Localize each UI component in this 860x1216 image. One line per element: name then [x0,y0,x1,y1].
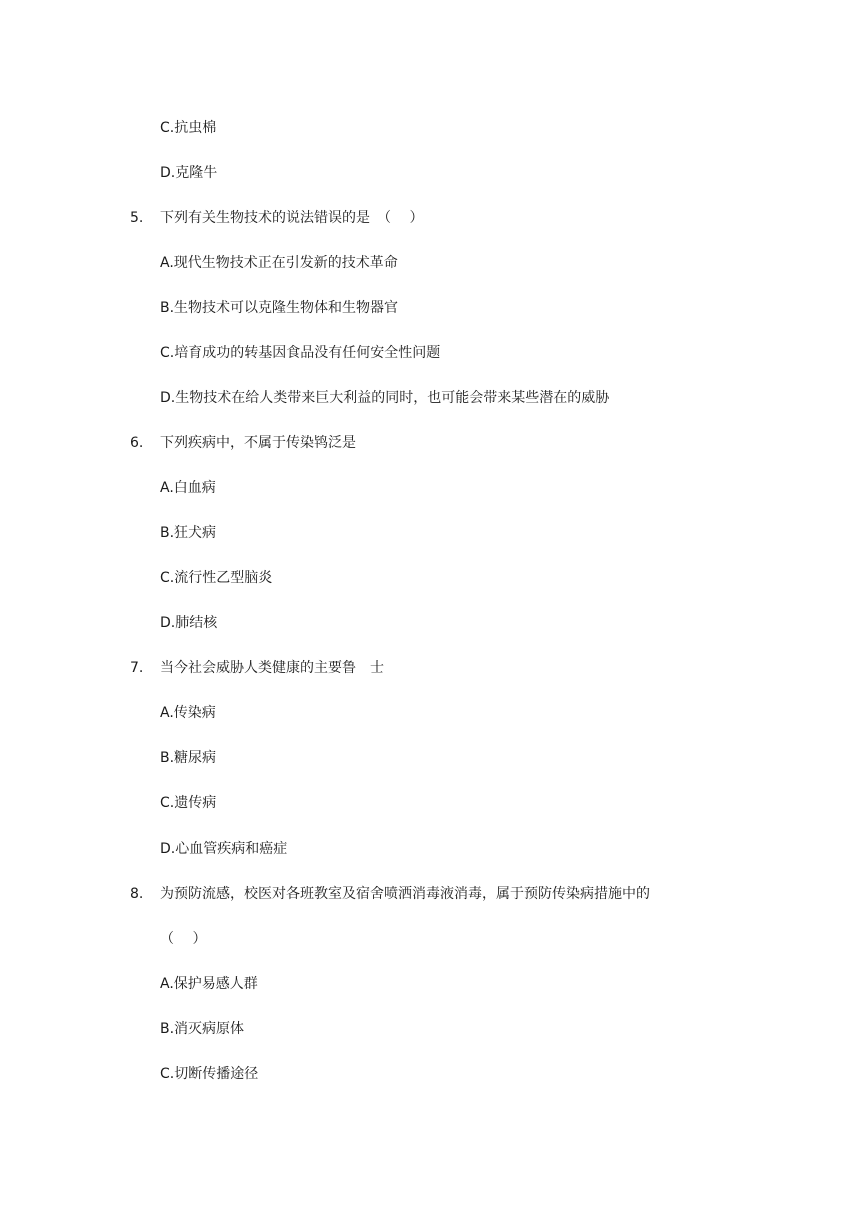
question-number: 6. [130,435,144,451]
option-text: D.生物技术在给人类带来巨大利益的同时，也可能会带来某些潜在的威胁 [160,390,610,406]
option-text: C.抗虫棉 [160,120,217,136]
option-text: A.传染病 [160,705,216,721]
answer-paren: （ ） [160,931,207,947]
question-number: 5. [130,210,144,226]
option-text: D.心血管疾病和癌症 [160,841,288,857]
option-text: B.消灭病原体 [160,1021,245,1037]
option-text: D.肺结核 [160,615,218,631]
option-text: C.遗传病 [160,795,217,811]
question-number: 8. [130,886,144,902]
option-text: C.培育成功的转基因食品没有任何安全性问题 [160,345,441,361]
option-text: B.狂犬病 [160,525,217,541]
question-text: 下列疾病中，不属于传染鸨泛是 [160,435,356,451]
question-number: 7. [130,660,144,676]
question-text: 下列有关生物技术的说法错误的是 （ ） [160,210,424,226]
option-text: C.切断传播途径 [160,1066,259,1082]
option-text: A.现代生物技术正在引发新的技术革命 [160,255,398,271]
option-text: D.克隆牛 [160,165,218,181]
option-text: C.流行性乙型脑炎 [160,570,273,586]
option-text: B.生物技术可以克隆生物体和生物器官 [160,300,399,316]
option-text: B.糖尿病 [160,750,217,766]
option-text: A.白血病 [160,480,216,496]
question-text: 为预防流感，校医对各班教室及宿舍喷洒消毒液消毒，属于预防传染病措施中的 [160,886,650,902]
question-text: 当今社会威胁人类健康的主要鲁 士 [160,660,384,676]
option-text: A.保护易感人群 [160,976,258,992]
